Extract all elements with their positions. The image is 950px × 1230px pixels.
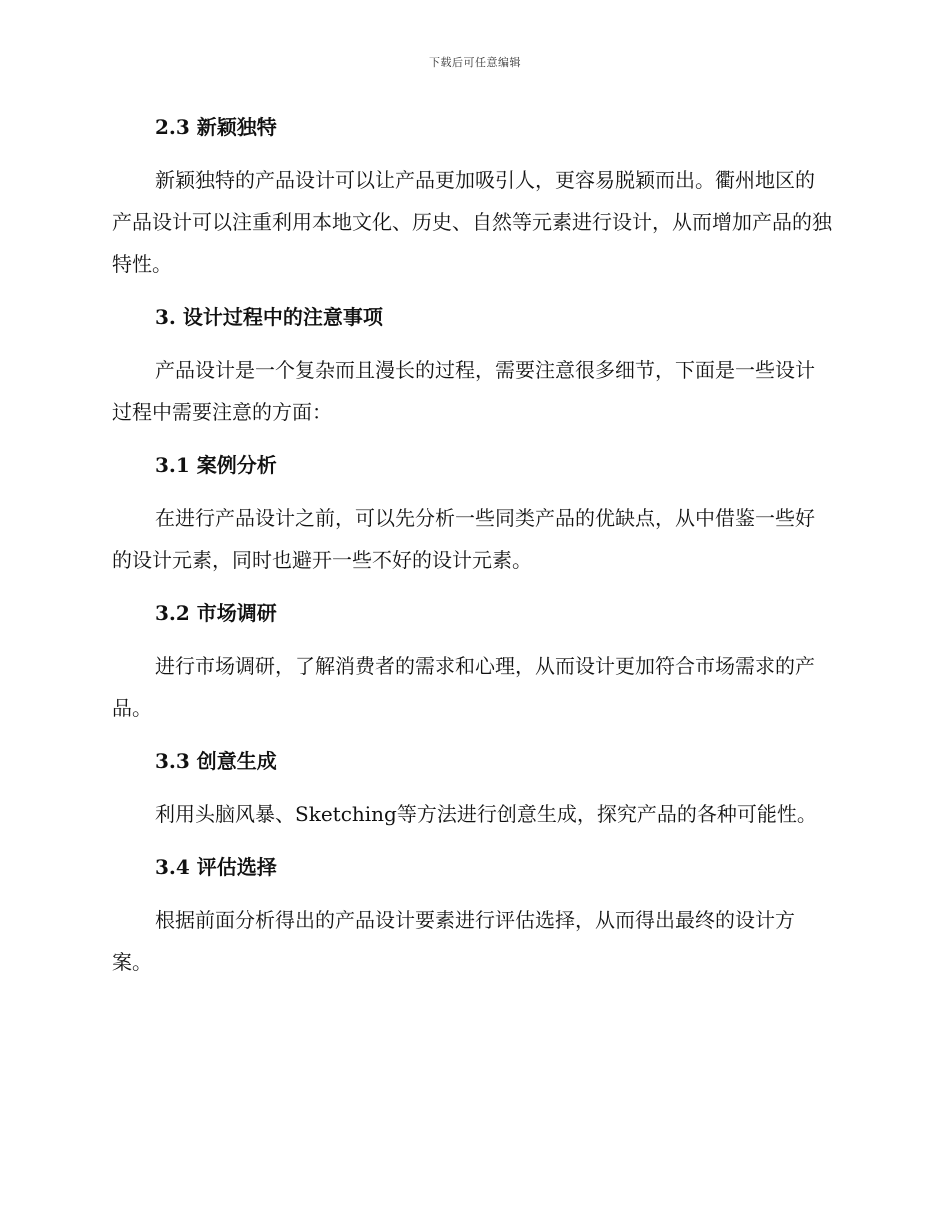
section-heading-3-3: 3.3 创意生成 [155, 749, 277, 773]
section-heading-3: 3. 设计过程中的注意事项 [155, 305, 383, 329]
section-heading-3-2: 3.2 市场调研 [155, 601, 277, 625]
document-body [112, 108, 832, 983]
page-header-note: 下载后可任意编辑 [429, 56, 521, 69]
section-heading-3-1: 3.1 案例分析 [155, 453, 277, 477]
section-paragraph-2-3: 新颖独特的产品设计可以让产品更加吸引人，更容易脱颖而出。衢州地区的产品设计可以注重利用本地文化、历史、自然等元素进行设计，从而增加产品的独特性。 [112, 168, 832, 276]
section-paragraph-3-2: 进行市场调研，了解消费者的需求和心理，从而设计更加符合市场需求的产品。 [112, 654, 815, 720]
section-paragraph-3-3: 利用头脑风暴、Sketching等方法进行创意生成，探究产品的各种可能性。 [155, 802, 817, 826]
section-paragraph-3: 产品设计是一个复杂而且漫长的过程，需要注意很多细节，下面是一些设计过程中需要注意的方面： [112, 358, 815, 424]
section-paragraph-3-4: 根据前面分析得出的产品设计要素进行评估选择，从而得出最终的设计方案。 [112, 908, 795, 974]
section-paragraph-3-1: 在进行产品设计之前，可以先分析一些同类产品的优缺点，从中借鉴一些好的设计元素，同时也避开一些不好的设计元素。 [112, 506, 815, 572]
section-heading-3-4: 3.4 评估选择 [155, 855, 277, 879]
section-heading-2-3: 2.3 新颖独特 [155, 115, 277, 139]
